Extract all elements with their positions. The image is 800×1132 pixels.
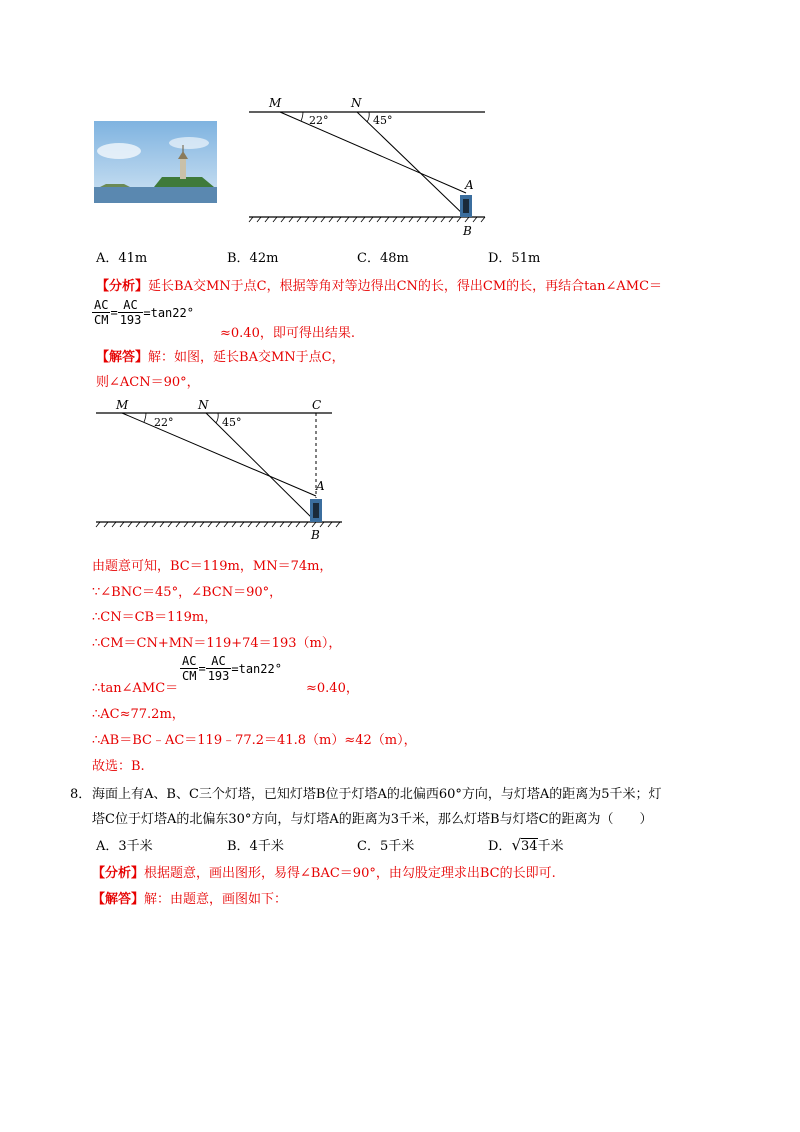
- q8-option-a: A．3千米: [96, 839, 153, 854]
- label-A: A: [465, 178, 474, 192]
- solution-line-6: ∴AB＝BC﹣AC＝119﹣77.2＝41.8（m）≈42（m），: [92, 733, 417, 748]
- figure-1: [247, 95, 487, 240]
- q8-option-d: D．√34千米: [488, 836, 564, 854]
- label-M: M: [116, 398, 129, 412]
- solution-line-7: 故选：B.: [92, 759, 145, 774]
- sqrt-radicand: 34: [521, 839, 538, 854]
- angle-45-label: 45°: [373, 114, 393, 127]
- option-b: B．42m: [227, 251, 279, 266]
- label-B: B: [311, 528, 320, 542]
- solution-line-5: ∴AC≈77.2m，: [92, 707, 185, 722]
- figure-2: [94, 396, 344, 542]
- q8-option-b: B．4千米: [227, 839, 284, 854]
- fraction-ac-193: $\frac{AC}{193}$: [207, 654, 230, 683]
- label-N: N: [198, 398, 209, 412]
- line-NB: [206, 413, 316, 522]
- question-8-number: 8．: [70, 787, 92, 802]
- option-a: A．41m: [96, 251, 148, 266]
- angle-45-label: 45°: [222, 416, 242, 429]
- analysis-end: ≈0.40，即可得出结果.: [220, 326, 355, 341]
- tower-photo: [94, 121, 217, 203]
- solution-line-1: 由题意可知，BC＝119m，MN＝74m，: [92, 559, 333, 574]
- sqrt-icon: √: [511, 836, 521, 854]
- solution-line-4: ∴CM＝CN+MN＝119+74＝193（m），: [92, 636, 342, 651]
- solution-line-3: ∴CN＝CB＝119m，: [92, 610, 218, 625]
- label-M: M: [269, 96, 282, 110]
- option-c: C．48m: [357, 251, 409, 266]
- question-8-line-2: 塔C位于灯塔A的北偏东30°方向，与灯塔A的距离为3千米，那么灯塔B与灯塔C的距离为（ ）: [92, 812, 653, 827]
- analysis: [96, 275, 662, 294]
- label-C: C: [312, 398, 322, 412]
- analysis-label: 【分析】: [96, 279, 149, 294]
- tan-end: ≈0.40，: [306, 681, 359, 696]
- label-A: A: [316, 479, 325, 493]
- label-N: N: [351, 96, 362, 110]
- tan-formula: $\frac{AC}{CM}$ = $\frac{AC}{193}$ $^{=tan22^\circ}$: [182, 654, 282, 683]
- q8-option-c: C．5千米: [357, 839, 415, 854]
- solution-line-2: ∵∠BNC＝45°，∠BCN＝90°，: [92, 585, 283, 600]
- angle-22-label: 22°: [154, 416, 174, 429]
- angle-22-label: 22°: [309, 114, 329, 127]
- question-8-line-1: 海面上有A、B、C三个灯塔，已知灯塔B位于灯塔A的北偏西60°方向，与灯塔A的距离为5千米；灯: [92, 787, 662, 802]
- tan-prefix: ∴tan∠AMC＝: [92, 681, 179, 696]
- answer-line-2: 则∠ACN＝90°，: [96, 375, 200, 390]
- option-d: D．51m: [488, 251, 541, 266]
- answer-line-1: 【解答】解：如图，延长BA交MN于点C，: [96, 350, 345, 365]
- label-B: B: [463, 224, 472, 238]
- fraction-ac-193: $\frac{AC}{193}$: [119, 298, 142, 327]
- line-NB: [357, 112, 466, 217]
- q8-analysis: 【分析】根据题意，画出图形，易得∠BAC＝90°，由勾股定理求出BC的长即可.: [92, 866, 556, 881]
- analysis-formula: $\frac{AC}{CM}$ = $\frac{AC}{193}$ $^{=tan22^\circ}$: [94, 298, 194, 327]
- fraction-ac-cm: $\frac{AC}{CM}$: [94, 298, 109, 327]
- fraction-ac-cm: $\frac{AC}{CM}$: [182, 654, 197, 683]
- analysis-text: 延长BA交MN于点C，根据等角对等边得出CN的长，得出CM的长，再结合tan∠AMC＝: [148, 279, 663, 294]
- q8-answer: 【解答】解：由题意，画图如下：: [92, 892, 288, 907]
